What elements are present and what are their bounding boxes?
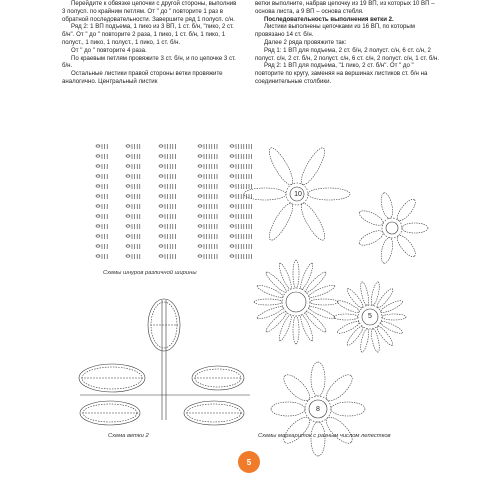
paragraph: Перейдите к обвязке цепочки с другой стороны, выполнив 3 полусп. по крайним петлям. От " до " повторите 1 раз в обратной последовательности. Завершите ряд 1 полусп. с/н. [62,0,237,23]
paragraph: От " до " повторите 4 раза. [71,46,147,54]
section-heading: Последовательность выполнения ветки 2. [264,15,394,23]
paragraph: Листики выполнены цепочками из 16 ВП, по которым провязано 14 ст. б/н. [255,23,415,39]
paragraph: Далее 2 ряда провяжите так: [264,38,347,46]
cord-diagrams [96,144,252,259]
flower-center-number: 8 [316,406,320,413]
paragraph: Ряд 2: 1 ВП для подъема, "1 пико, 2 ст. б/н". От " до " повторите по кругу, заменяя на вершинах листиков ст. б/н на соединительные столбики. [255,62,428,85]
paragraph: Остальные листики правой стороны ветки провяжите аналогично. Центральный листик [62,70,223,85]
paragraph: По краевым петлям провяжите 3 ст. б/н, и по цепочке 3 ст. б/н. [62,54,236,70]
branch-diagram [79,299,250,425]
page-number-badge: 5 [238,451,260,473]
daisy-diagrams [244,145,428,456]
paragraph: ветки выполните, набрав цепочку из 19 ВП, из которых 10 ВП – основа листа, а 9 ВП – основа стебля. [255,0,435,15]
flower-center-number: 5 [368,313,372,320]
flower-center-number: 10 [294,191,302,198]
caption-branch: Схема ветки 2 [108,433,149,439]
paragraph: Ряд 1: 1 ВП для подъема, 2 ст. б/н, 2 полуст. с/н, 6 ст. с/н, 2 полуст. с/н, 2 ст. б/н, 2 полуст. с/н, 6 ст. с/н, 2 полуст. с/н, 1 ст. б/н. [255,46,440,62]
caption-cords: Схемы шнуров различной ширины [103,270,197,276]
caption-daisies: Схемы маргариток с разным числом лепестков [258,433,391,439]
paragraph: Ряд 2: 1 ВП подъема, 1 пико из 3 ВП, 1 ст. б/н, "пико, 2 ст. б/н". От " до " повторите 2 раза, 1 пико, 1 ст. б/н, 1 пико, 1 полуст., 1 пико, 1 полуст., 1 пико, 1 ст. б/н. [62,23,234,46]
